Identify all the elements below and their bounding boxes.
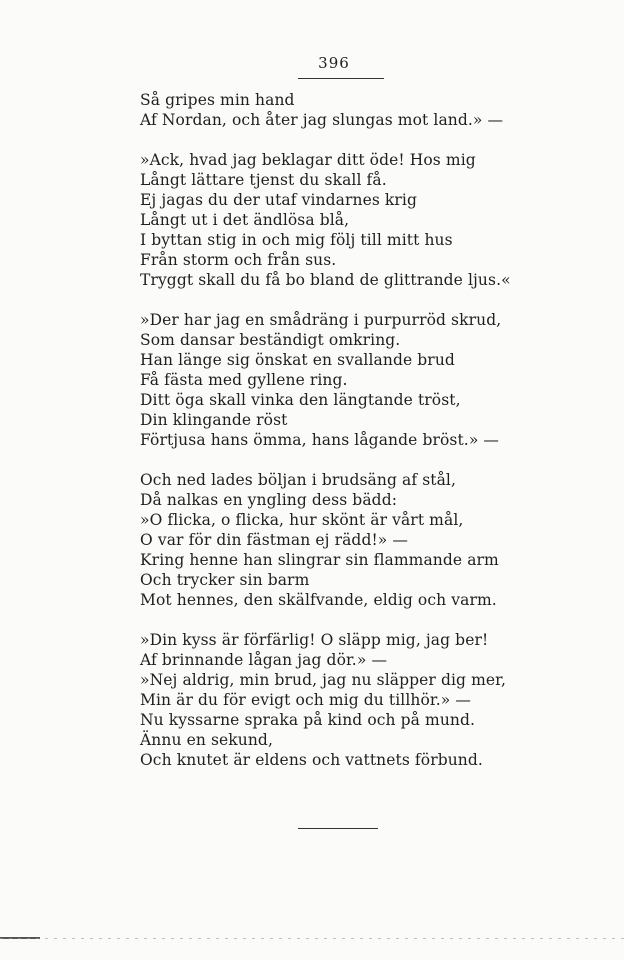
poem-line: Och trycker sin barm [140, 571, 310, 589]
poem-line: Från storm och från sus. [140, 251, 337, 269]
poem-line: Din klingande röst [140, 411, 288, 429]
poem-line: »Ack, hvad jag beklagar ditt öde! Hos mig [140, 151, 476, 169]
poem-line: »Nej aldrig, min brud, jag nu släpper dig mer, [140, 671, 506, 689]
poem-line: »O flicka, o flicka, hur skönt är vårt mål, [140, 511, 464, 529]
poem-line: »Din kyss är förfärlig! O släpp mig, jag ber! [140, 631, 489, 649]
header-rule [298, 78, 384, 79]
poem-line: Kring henne han slingrar sin flammande arm [140, 551, 499, 569]
poem-line: Och ned lades böljan i brudsäng af stål, [140, 471, 457, 489]
end-rule [298, 828, 378, 829]
poem-line: Då nalkas en yngling dess bädd: [140, 491, 398, 509]
poem-line: Af Nordan, och åter jag slungas mot land.» — [140, 111, 504, 129]
scan-edge [0, 938, 624, 939]
poem-line: Tryggt skall du få bo bland de glittrande ljus.« [140, 271, 511, 289]
poem-line: Långt ut i det ändlösa blå, [140, 211, 350, 229]
poem-line: Som dansar beständigt omkring. [140, 331, 401, 349]
poem-line: Långt lättare tjenst du skall få. [140, 171, 387, 189]
poem-line: »Der har jag en smådräng i purpurröd skrud, [140, 311, 502, 329]
stanza [140, 90, 560, 130]
poem-line: Så gripes min hand [140, 91, 295, 109]
poem-line: Och knutet är eldens och vattnets förbund. [140, 751, 483, 769]
poem-line: Ditt öga skall vinka den längtande tröst, [140, 391, 461, 409]
poem-line: Min är du för evigt och mig du tillhör.» — [140, 691, 471, 709]
poem-line: Mot hennes, den skälfvande, eldig och varm. [140, 591, 497, 609]
poem-line: Få fästa med gyllene ring. [140, 371, 348, 389]
poem-line: Ännu en sekund, [140, 731, 273, 749]
stanza [140, 310, 560, 450]
stanza [140, 150, 560, 290]
poem-line: Af brinnande lågan jag dör.» — [140, 651, 388, 669]
poem-line: Han länge sig önskat en svallande brud [140, 351, 455, 369]
poem-line: O var för din fästman ej rädd!» — [140, 531, 409, 549]
poem-body [140, 90, 560, 790]
poem-line: I byttan stig in och mig följ till mitt hus [140, 231, 453, 249]
stanza [140, 630, 560, 770]
poem-line: Ej jagas du der utaf vindarnes krig [140, 191, 418, 209]
page-number: 396 [318, 54, 350, 72]
stanza [140, 470, 560, 610]
poem-line: Nu kyssarne spraka på kind och på mund. [140, 711, 476, 729]
poem-line: Förtjusa hans ömma, hans lågande bröst.» — [140, 431, 500, 449]
